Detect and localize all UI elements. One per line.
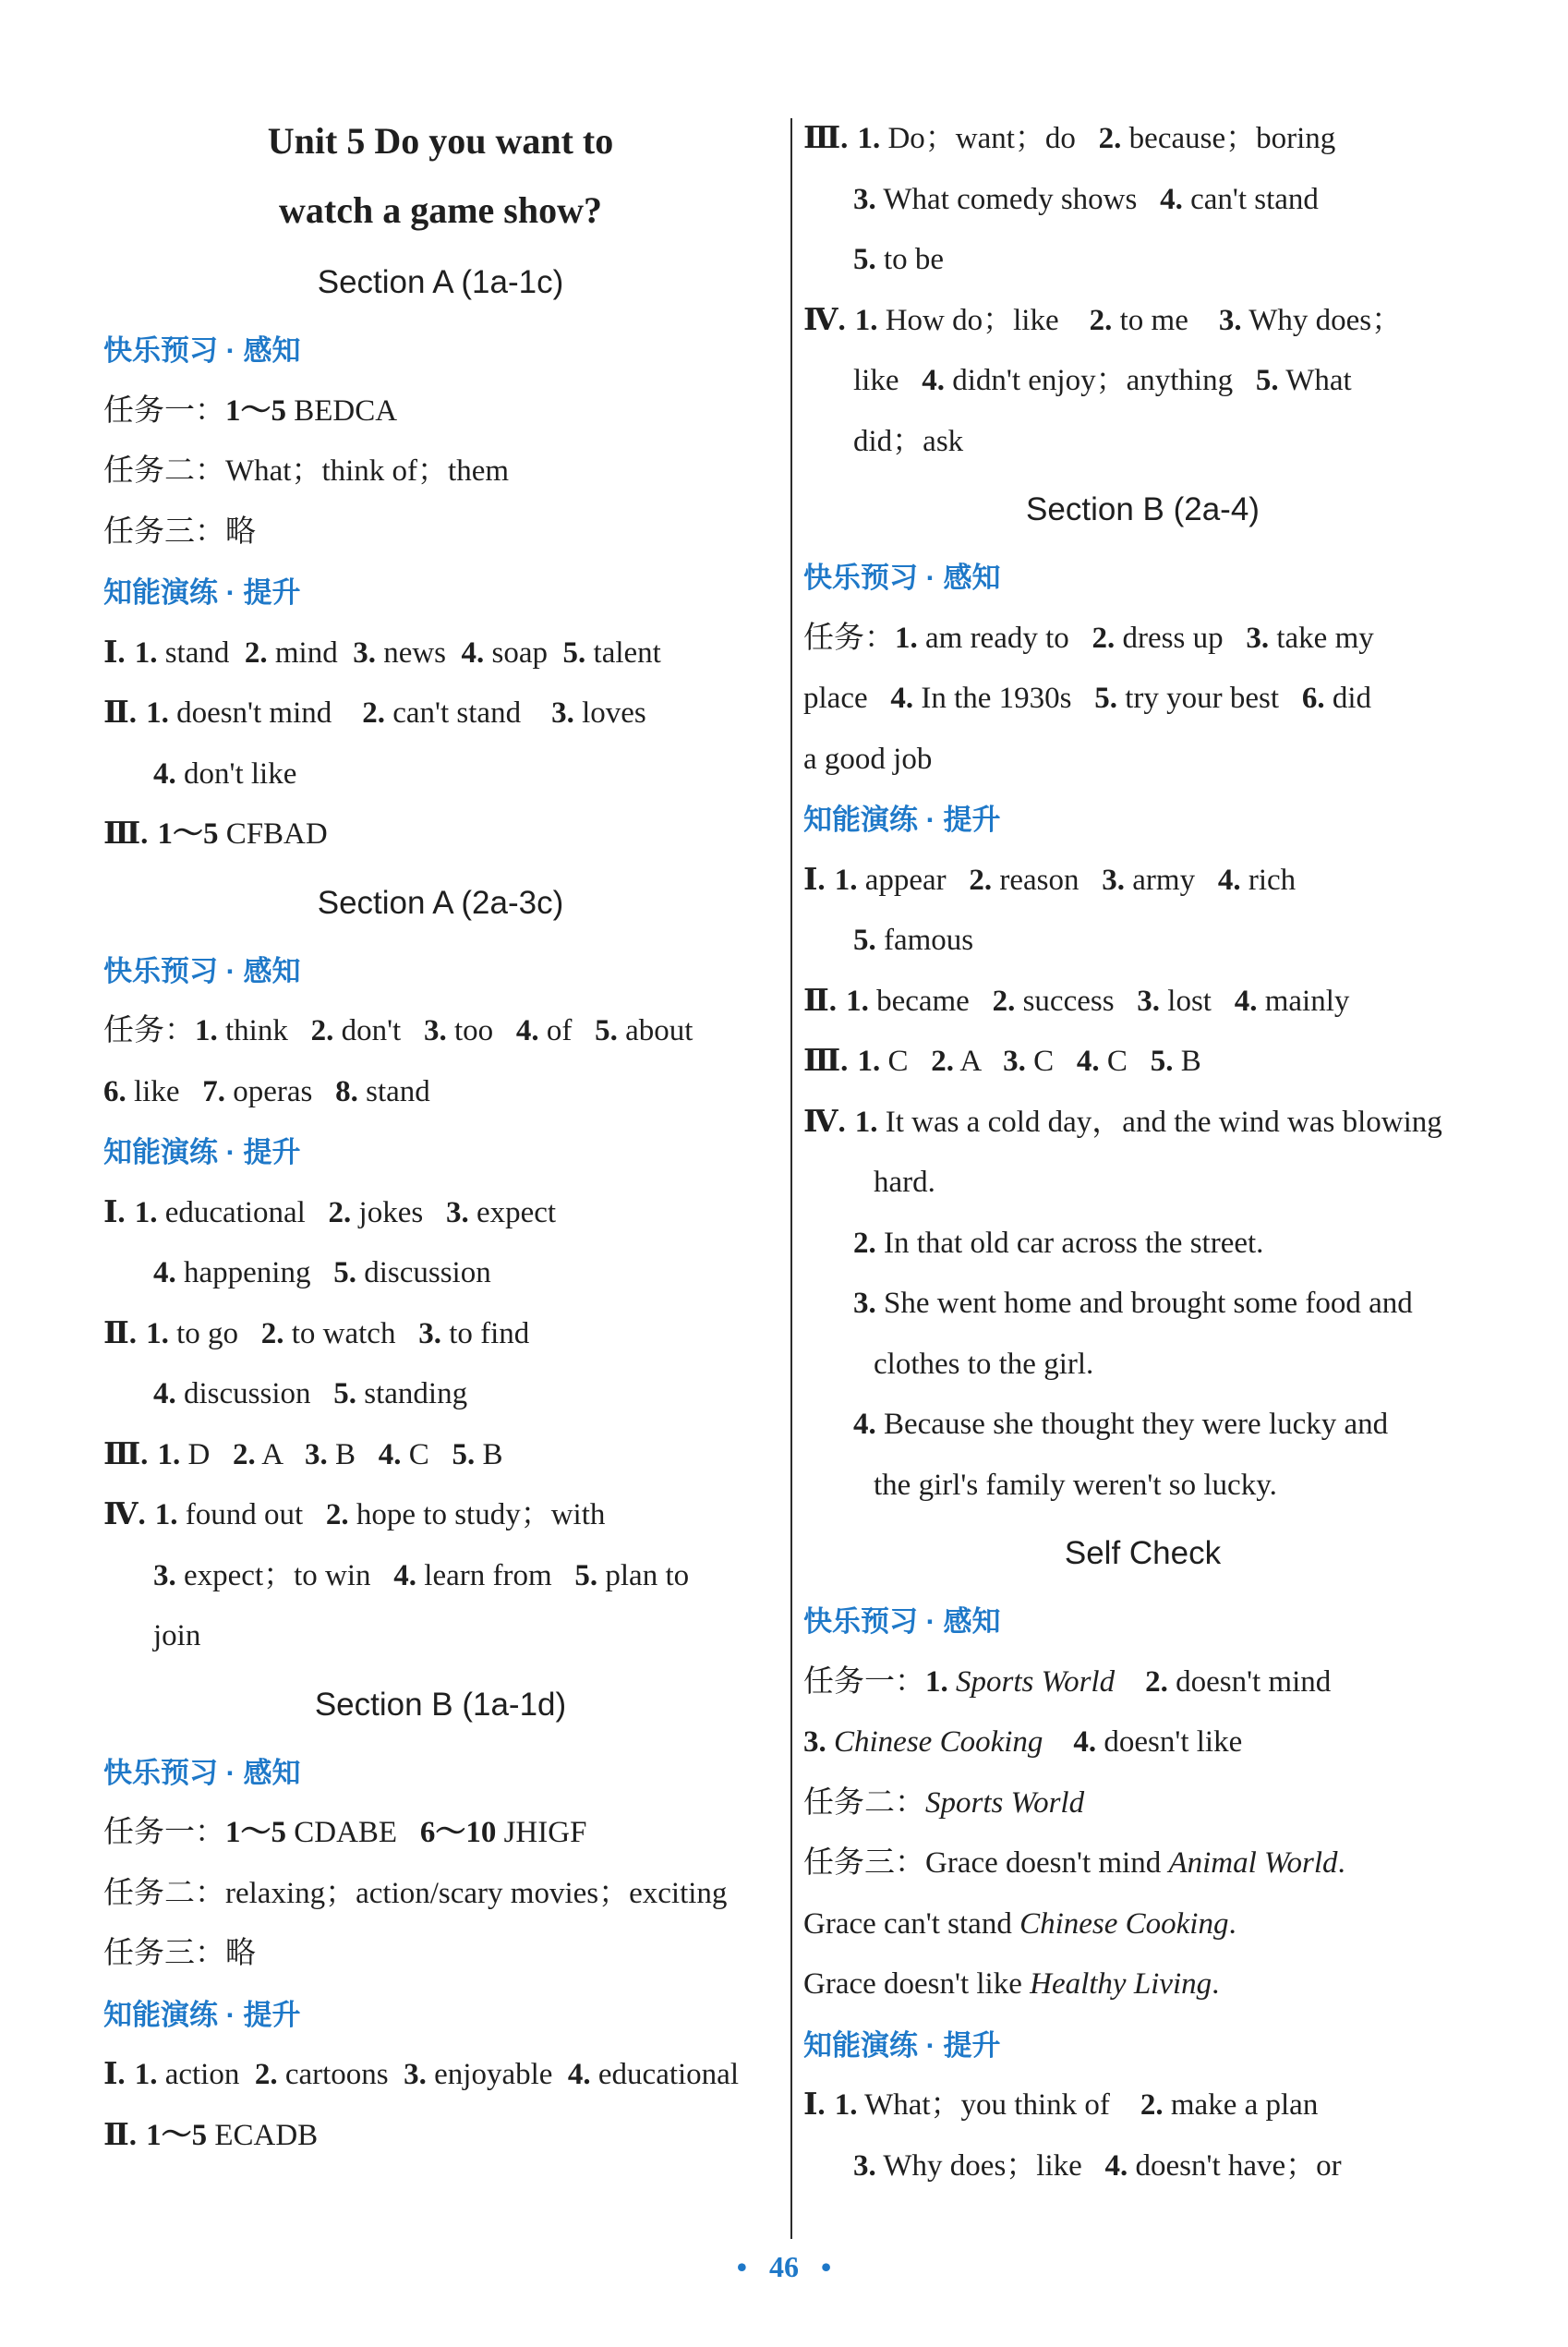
answer-line — [803, 1833, 1482, 1894]
answer-text: to find — [440, 1316, 530, 1350]
item-number: 4. — [1104, 2148, 1128, 2183]
roman-numeral: Ⅲ. — [103, 1437, 149, 1471]
answer-line — [803, 972, 1482, 1033]
answer-line — [103, 1485, 778, 1546]
answer-text: lost — [1160, 984, 1235, 1018]
answer-text: 任务三：Grace doesn't mind — [803, 1846, 1169, 1880]
exercise-heading: 快乐预习 · 感知 — [103, 334, 301, 367]
exercise-heading: 快乐预习 · 感知 — [103, 1756, 301, 1789]
answer-line — [803, 911, 1482, 972]
item-number: 1. — [846, 984, 869, 1018]
answer-line — [803, 1712, 1482, 1773]
answer-text: learn from — [416, 1558, 575, 1592]
answer-line — [103, 684, 778, 744]
answer-text: 任务一： — [103, 1816, 225, 1849]
item-number: 3. — [1102, 863, 1126, 897]
answer-text: standing — [356, 1377, 468, 1410]
answer-text: because；boring — [1121, 122, 1336, 155]
roman-numeral: Ⅱ. — [803, 984, 838, 1018]
answer-line — [103, 442, 778, 502]
item-number: 6～10 — [419, 1816, 497, 1849]
item-number: 3. — [445, 1195, 469, 1229]
answer-text: operas — [224, 1074, 336, 1108]
answer-text: Sports World — [925, 1785, 1085, 1820]
answer-text: dress up — [1115, 621, 1247, 655]
item-number: 3. — [803, 1725, 826, 1759]
answer-line — [103, 1062, 778, 1123]
answer-text: of — [538, 1014, 596, 1047]
item-number: 2. — [992, 984, 1016, 1018]
item-number: 1. — [146, 1316, 169, 1350]
answer-line — [103, 1364, 778, 1425]
answer-line — [803, 1335, 1482, 1396]
answer-text: enjoyable — [426, 2058, 568, 2091]
item-number: 2. — [853, 1226, 876, 1260]
answer-line — [103, 1183, 778, 1244]
item-number: 2. — [310, 1014, 334, 1047]
roman-numeral: Ⅰ. — [103, 1195, 126, 1229]
answer-text: Grace can't stand — [803, 1906, 1020, 1941]
bullet-dot: • — [736, 2250, 747, 2283]
answer-text: make a plan — [1163, 2088, 1319, 2122]
answer-text: Do；want；do — [880, 122, 1099, 155]
item-number: 4. — [153, 1256, 176, 1289]
answer-text: Animal World — [1168, 1846, 1338, 1880]
item-number: 1. — [154, 1498, 178, 1531]
answer-text: to watch — [283, 1316, 419, 1350]
item-number: 5. — [1150, 1045, 1174, 1078]
answer-line — [803, 1274, 1482, 1335]
answer-line — [803, 2075, 1482, 2136]
answer-text: C — [1025, 1045, 1077, 1078]
answer-text: It was a cold day，and the wind was blowing — [877, 1105, 1442, 1139]
item-number: 3. — [551, 696, 574, 730]
answer-text: CFBAD — [218, 817, 328, 851]
item-number: 1. — [834, 863, 858, 897]
answer-text: hope to study；with — [348, 1498, 606, 1531]
answer-line — [103, 1001, 778, 1062]
answer-text: discussion — [175, 1377, 334, 1410]
item-number: 4. — [853, 1408, 876, 1441]
answer-text: plan to — [597, 1558, 690, 1592]
roman-numeral: Ⅱ. — [103, 696, 138, 730]
unit-title: Unit 5 Do you want to — [267, 120, 614, 162]
item-number: 4. — [378, 1437, 402, 1471]
answer-line — [803, 2136, 1482, 2197]
roman-numeral: Ⅲ. — [803, 1045, 849, 1078]
item-number: 4. — [461, 635, 485, 670]
answer-text — [948, 1665, 956, 1699]
item-number: 3. — [853, 1287, 876, 1320]
item-number: 3. — [153, 1558, 176, 1592]
answer-text: Chinese Cooking — [1019, 1906, 1229, 1941]
roman-numeral: Ⅲ. — [103, 817, 149, 851]
answer-text: hard. — [874, 1166, 935, 1199]
answer-text: JHIGF — [496, 1816, 587, 1849]
roman-numeral: Ⅰ. — [803, 2088, 826, 2122]
roman-numeral: Ⅳ. — [103, 1498, 146, 1531]
answer-text: appear — [857, 863, 970, 897]
answer-line — [803, 1954, 1482, 2015]
item-number: 1. — [895, 621, 918, 655]
answer-text: Because she thought they were lucky and — [875, 1408, 1389, 1441]
item-number: 1. — [857, 122, 881, 155]
right-column — [803, 109, 1482, 2196]
answer-text: like — [126, 1074, 203, 1108]
answer-line — [103, 1803, 778, 1864]
item-number: 5. — [452, 1437, 476, 1471]
answer-text: to me — [1112, 303, 1219, 337]
bullet-dot: • — [821, 2250, 832, 2283]
item-number: 3. — [353, 635, 376, 670]
answer-text: did；ask — [853, 424, 964, 458]
item-number: 2. — [328, 1195, 352, 1229]
answer-text: She went home and brought some food and — [875, 1287, 1413, 1320]
answer-text: to be — [875, 243, 945, 276]
item-number: 2. — [1098, 122, 1122, 155]
item-number: 1. — [146, 696, 169, 730]
answer-text: a good job — [803, 742, 933, 776]
answer-text: How do；like — [877, 303, 1090, 337]
section-heading: Section B (2a-4) — [1026, 491, 1260, 527]
item-number: 5. — [595, 1014, 618, 1047]
answer-line — [803, 1894, 1482, 1955]
item-number: 2. — [233, 1437, 256, 1471]
item-number: 1～5 — [157, 817, 219, 851]
answer-text: try your best — [1117, 682, 1302, 715]
answer-line — [103, 381, 778, 442]
answer-text: Chinese Cooking — [834, 1725, 1043, 1759]
item-number: 1. — [854, 303, 878, 337]
exercise-heading: 知能演练 · 提升 — [103, 576, 301, 609]
answer-text: 任务三：略 — [103, 514, 256, 549]
answer-text: can't stand — [385, 696, 552, 730]
roman-numeral: Ⅰ. — [103, 2058, 126, 2091]
answer-text: became — [868, 984, 993, 1018]
answer-line — [803, 351, 1482, 412]
answer-text: doesn't mind — [168, 696, 363, 730]
roman-numeral: Ⅰ. — [803, 863, 826, 897]
answer-text: 任务一： — [803, 1664, 925, 1699]
answer-text: don't like — [175, 756, 297, 791]
answer-text: B — [475, 1437, 503, 1471]
item-number: 5. — [562, 635, 586, 670]
answer-line — [103, 1243, 778, 1304]
answer-text: soap — [484, 635, 563, 670]
answer-text — [1115, 1665, 1145, 1699]
roman-numeral: Ⅰ. — [103, 635, 126, 670]
answer-text: BEDCA — [286, 393, 398, 428]
answer-line — [803, 730, 1482, 791]
answer-line — [803, 1395, 1482, 1456]
answer-line — [803, 1153, 1482, 1214]
item-number: 2. — [260, 1316, 284, 1350]
answer-text — [826, 1725, 834, 1759]
answer-line — [803, 1032, 1482, 1093]
item-number: 3. — [853, 2148, 876, 2183]
answer-text: jokes — [351, 1195, 446, 1229]
answer-line — [103, 2045, 778, 2106]
section-heading: Self Check — [1064, 1535, 1222, 1571]
answer-line — [103, 1425, 778, 1486]
item-number: 4. — [1073, 1725, 1097, 1759]
answer-text: stand — [357, 1074, 430, 1108]
exercise-heading: 快乐预习 · 感知 — [803, 562, 1001, 594]
page-number — [0, 2250, 1568, 2284]
item-number: 3. — [418, 1316, 441, 1350]
answer-line — [803, 1773, 1482, 1834]
item-number: 1. — [857, 1045, 881, 1078]
answer-text: 任务二：What；think of；them — [103, 454, 510, 488]
item-number: 2. — [969, 863, 993, 897]
answer-line — [103, 502, 778, 563]
answer-text: C — [401, 1437, 452, 1471]
answer-line — [803, 1456, 1482, 1517]
answer-text: success — [1015, 984, 1138, 1018]
answer-text: clothes to the girl. — [874, 1347, 1094, 1381]
exercise-heading: 快乐预习 · 感知 — [103, 954, 301, 987]
answer-text: don't — [333, 1014, 424, 1047]
answer-text: 任务一： — [103, 393, 225, 428]
item-number: 5. — [1094, 682, 1118, 715]
answer-text: C — [880, 1045, 932, 1078]
item-number: 4. — [153, 1377, 176, 1410]
answer-line — [103, 1864, 778, 1925]
exercise-heading: 知能演练 · 提升 — [803, 804, 1001, 836]
item-number: 1～5 — [225, 1816, 286, 1849]
answer-text: Grace doesn't like — [803, 1967, 1031, 2001]
item-number: 1. — [195, 1014, 218, 1047]
exercise-heading: 知能演练 · 提升 — [803, 2028, 1001, 2062]
roman-numeral: Ⅳ. — [803, 303, 846, 337]
roman-numeral: Ⅳ. — [803, 1105, 846, 1139]
answer-text: mainly — [1257, 984, 1350, 1018]
answer-text: famous — [875, 924, 974, 957]
answer-text: What comedy shows — [875, 182, 1161, 216]
answer-text: doesn't like — [1096, 1725, 1243, 1759]
answer-text: . — [1212, 1967, 1220, 2001]
answer-text: Sports World — [956, 1664, 1116, 1699]
item-number: 2. — [362, 696, 386, 730]
answer-text: 任务： — [103, 1014, 195, 1047]
answer-text: A — [953, 1045, 1004, 1078]
item-number: 1. — [134, 1195, 158, 1229]
answer-text: loves — [573, 696, 646, 730]
answer-text: 任务三：略 — [103, 1937, 256, 1970]
page-number-text: 46 — [769, 2250, 799, 2283]
item-number: 5. — [333, 1256, 356, 1289]
answer-text: Healthy Living — [1030, 1967, 1212, 2001]
answer-line — [103, 2106, 778, 2167]
answer-line — [803, 1652, 1482, 1713]
answer-text — [1043, 1725, 1073, 1759]
answer-line — [803, 291, 1482, 352]
answer-text: A — [255, 1437, 305, 1471]
answer-text: expect — [468, 1195, 557, 1229]
exercise-heading: 知能演练 · 提升 — [103, 1998, 301, 2031]
answer-text: found out — [177, 1498, 326, 1531]
answer-text: think — [217, 1014, 311, 1047]
column-divider — [790, 118, 792, 2239]
answer-line — [103, 805, 778, 865]
left-column — [103, 106, 778, 2166]
item-number: 2. — [244, 635, 268, 670]
answer-text: doesn't mind — [1167, 1664, 1332, 1699]
answer-text: 任务二：relaxing；action/scary movies；exciting — [103, 1876, 728, 1910]
answer-text: mind — [267, 635, 354, 670]
answer-text: too — [446, 1014, 516, 1047]
item-number: 3. — [304, 1437, 328, 1471]
answer-line — [103, 1606, 778, 1667]
answer-text: B — [1173, 1045, 1201, 1078]
answer-line — [803, 669, 1482, 730]
item-number: 2. — [1089, 303, 1113, 337]
item-number: 1. — [854, 1105, 878, 1139]
item-number: 1. — [157, 1437, 181, 1471]
item-number: 2. — [931, 1045, 954, 1078]
item-number: 3. — [1218, 303, 1242, 337]
answer-text: What — [1278, 364, 1352, 397]
item-number: 5. — [853, 924, 876, 957]
exercise-heading: 快乐预习 · 感知 — [803, 1605, 1001, 1638]
answer-text: army — [1125, 863, 1218, 897]
item-number: 3. — [1246, 621, 1270, 655]
answer-text: . — [1337, 1846, 1345, 1880]
item-number: 5. — [1255, 364, 1279, 397]
answer-text: to go — [168, 1316, 261, 1350]
answer-text: C — [1099, 1045, 1151, 1078]
item-number: 3. — [404, 2058, 427, 2091]
item-number: 3. — [853, 182, 876, 216]
answer-text: happening — [175, 1256, 334, 1289]
item-number: 1. — [134, 2058, 158, 2091]
answer-line — [803, 230, 1482, 291]
answer-text: expect；to win — [175, 1558, 394, 1592]
roman-numeral: Ⅱ. — [103, 2118, 138, 2152]
exercise-heading: 知能演练 · 提升 — [103, 1136, 301, 1168]
item-number: 1～5 — [225, 393, 286, 428]
answer-line — [103, 1546, 778, 1607]
answer-text: reason — [992, 863, 1103, 897]
answer-text: take my — [1269, 621, 1374, 655]
item-number: 6. — [103, 1074, 127, 1108]
answer-line — [803, 609, 1482, 670]
item-number: 2. — [254, 2058, 278, 2091]
answer-text: didn't enjoy；anything — [944, 364, 1256, 397]
item-number: 2. — [1145, 1664, 1168, 1699]
item-number: 4. — [890, 682, 914, 715]
answer-text: join — [153, 1619, 201, 1652]
item-number: 4. — [1234, 984, 1258, 1018]
answer-text: In that old car across the street. — [875, 1226, 1264, 1260]
answer-text: In the 1930s — [913, 682, 1095, 715]
answer-text: ECADB — [207, 2118, 319, 2152]
answer-text: action — [157, 2058, 255, 2091]
answer-text: What；you think of — [857, 2088, 1140, 2122]
item-number: 4. — [393, 1558, 417, 1592]
answer-text: Why does； — [1241, 303, 1403, 337]
answer-text: rich — [1240, 863, 1297, 897]
answer-line — [103, 1924, 778, 1985]
answer-line — [103, 623, 778, 684]
item-number: 2. — [325, 1498, 349, 1531]
item-number: 1～5 — [146, 2118, 208, 2152]
item-number: 1. — [834, 2088, 858, 2122]
answer-text: am ready to — [917, 621, 1092, 655]
answer-text: B — [327, 1437, 379, 1471]
answer-text: discussion — [356, 1256, 491, 1289]
answer-line — [803, 109, 1482, 170]
item-number: 8. — [335, 1074, 358, 1108]
answer-text: the girl's family weren't so lucky. — [874, 1468, 1277, 1502]
item-number: 4. — [1217, 863, 1241, 897]
answer-text: can't stand — [1182, 182, 1319, 216]
item-number: 6. — [1301, 682, 1325, 715]
answer-text: stand — [157, 635, 245, 670]
answer-text: 任务二： — [803, 1785, 925, 1820]
answer-text: educational — [590, 2058, 739, 2091]
answer-text: educational — [157, 1195, 329, 1229]
answer-text: CDABE — [286, 1816, 420, 1849]
answer-line — [803, 412, 1482, 473]
roman-numeral: Ⅲ. — [803, 122, 849, 155]
answer-text: news — [375, 635, 462, 670]
answer-text: like — [853, 364, 923, 397]
item-number: 7. — [202, 1074, 225, 1108]
answer-line — [803, 170, 1482, 231]
answer-line — [803, 1214, 1482, 1275]
item-number: 5. — [574, 1558, 598, 1592]
answer-line — [103, 744, 778, 805]
answer-text: D — [180, 1437, 234, 1471]
answer-text: place — [803, 682, 891, 715]
item-number: 1. — [134, 635, 158, 670]
unit-title: watch a game show? — [279, 189, 602, 231]
answer-text: did — [1324, 682, 1371, 715]
section-heading: Section A (1a-1c) — [317, 264, 564, 300]
item-number: 4. — [1076, 1045, 1100, 1078]
answer-text: doesn't have；or — [1128, 2148, 1342, 2183]
answer-line — [803, 1093, 1482, 1154]
item-number: 5. — [333, 1377, 357, 1410]
answer-text: about — [617, 1014, 694, 1047]
item-number: 3. — [1003, 1045, 1026, 1078]
item-number: 5. — [853, 243, 876, 276]
answer-line — [103, 1304, 778, 1365]
section-heading: Section A (2a-3c) — [317, 884, 564, 921]
item-number: 1. — [925, 1664, 948, 1699]
item-number: 4. — [153, 756, 176, 791]
answer-text: 任务： — [803, 621, 895, 655]
answer-text: cartoons — [277, 2058, 404, 2091]
item-number: 4. — [1160, 182, 1183, 216]
roman-numeral: Ⅱ. — [103, 1316, 138, 1350]
item-number: 2. — [1140, 2088, 1164, 2122]
answer-text: Why does；like — [875, 2148, 1105, 2183]
item-number: 3. — [423, 1014, 447, 1047]
item-number: 3. — [1137, 984, 1161, 1018]
item-number: 4. — [567, 2058, 591, 2091]
item-number: 4. — [922, 364, 945, 397]
answer-line — [803, 851, 1482, 912]
answer-text: talent — [585, 635, 661, 670]
answer-text: . — [1228, 1906, 1236, 1941]
item-number: 4. — [515, 1014, 539, 1047]
item-number: 2. — [1092, 621, 1116, 655]
section-heading: Section B (1a-1d) — [314, 1686, 567, 1723]
